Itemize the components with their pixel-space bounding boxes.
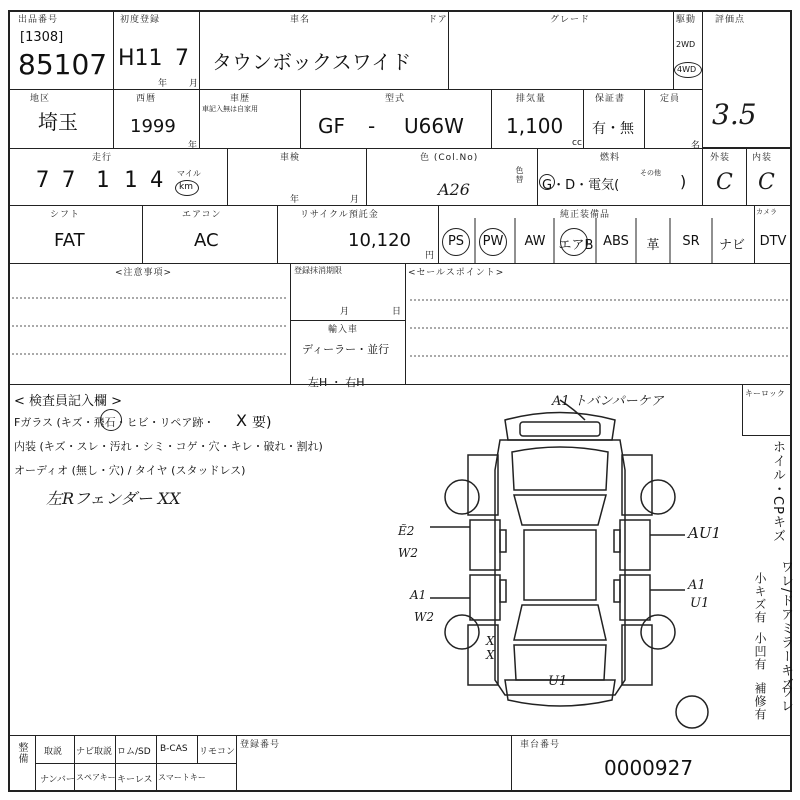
deadline-month: 月 [340, 307, 350, 317]
audio-line: オーディオ (無し・穴) / タイヤ (スタッドレス) [14, 464, 246, 477]
mark-rear: U1 [548, 674, 568, 689]
side-text-wheel: ホイル・CPキズ [770, 440, 785, 543]
interior-label: 内装 [752, 153, 773, 163]
handwritten-note: 左Rフェンダー XX [46, 489, 181, 508]
shift: FAT [54, 230, 85, 251]
keyless-label: キーレス [117, 775, 153, 785]
lot-bracket: [1308] [20, 30, 64, 45]
mark-right-lower-1: A1 [688, 578, 706, 593]
grade-label: グレード [550, 15, 591, 25]
equip-aw: AW [524, 234, 546, 249]
ac: AC [194, 230, 219, 251]
keylock-label: キーロック [745, 389, 785, 398]
drive-label: 駆動 [676, 15, 697, 25]
carname-label: 車名 [290, 15, 311, 25]
recycle: 10,120 [348, 230, 411, 251]
mark-x: X X [486, 634, 495, 662]
fuel-label: 燃料 [600, 153, 621, 163]
import-value: ディーラー・並行 [302, 343, 390, 356]
warranty-label: 保証書 [595, 94, 626, 104]
lot-number: 85107 [18, 48, 108, 81]
region: 埼玉 [38, 110, 78, 134]
ac-label: エアコン [182, 210, 222, 220]
cc-unit: cc [572, 138, 582, 148]
score-value: 3.5 [712, 98, 757, 131]
model-prefix: GF [318, 114, 346, 138]
side-text-mirror: ワレ/ドアミラーキズ [778, 560, 793, 692]
drive-4wd: 4WD [677, 65, 697, 74]
mileage-digit: 7 [62, 168, 76, 193]
plate-label: ナンバー [40, 775, 75, 785]
mark-top: A1 トバンパーケア [552, 394, 664, 409]
fuel-close: ) [680, 172, 687, 191]
exterior-label: 外装 [710, 153, 731, 163]
shift-label: シフト [50, 210, 81, 220]
fuel-other: その他 [640, 169, 661, 177]
equip-leather: 革 [646, 238, 660, 253]
model-label: 型式 [385, 94, 406, 104]
drive-2wd: 2WD [676, 40, 696, 49]
glass-line: Fガラス (キズ・飛石・ヒビ・リペア跡・ [14, 416, 215, 429]
remote-label: リモコン [199, 747, 236, 757]
inspector-title: < 検査員記入欄 > [14, 394, 123, 409]
recycle-unit: 円 [425, 251, 435, 261]
spare-label: スペアキー [76, 773, 116, 782]
shaken-year: 年 [290, 195, 300, 205]
equip-sr: SR [682, 234, 700, 249]
mileage-unit-km: km [179, 182, 193, 192]
reg-era: H11 [118, 46, 163, 71]
navi-disc-label: ナビ取説 [76, 747, 113, 757]
glass-req: 要) [252, 415, 272, 431]
side-small-repair: 補修有 [753, 682, 767, 721]
import-label: 輸入車 [328, 325, 359, 335]
chassis-label: 車台番号 [520, 740, 561, 750]
capacity-label: 定員 [660, 94, 681, 104]
reg-label: 初度登録 [120, 15, 161, 25]
smartkey-label: スマートキー [158, 773, 206, 782]
sales-label: <セールスポイント> [408, 268, 505, 278]
cc-value: 1,100 [506, 114, 564, 138]
side-small-scratch: 小キズ有 [753, 572, 767, 624]
region-label: 地区 [30, 94, 51, 104]
cc-label: 排気量 [516, 94, 547, 104]
regnum-label: 登録番号 [240, 740, 281, 750]
hand-value: 左H ・ 右H [308, 376, 365, 389]
mileage-digit: 1 [96, 168, 110, 193]
warranty: 有・無 [592, 121, 634, 137]
glass-x: X [236, 411, 247, 430]
lot-label: 出品番号 [18, 15, 59, 25]
camera-label: カメラ [756, 208, 777, 216]
bcas-label: B-CAS [160, 744, 188, 754]
exterior-grade: C [716, 170, 733, 195]
deadline-label: 登録抹消期限 [294, 266, 342, 275]
equip-abs: ABS [603, 234, 629, 249]
rom-label: ロム/SD [117, 747, 151, 757]
model-dash: - [368, 114, 376, 138]
color-change: 色替 [515, 166, 524, 184]
interior-grade: C [758, 170, 775, 195]
mileage-digit: 4 [150, 168, 164, 193]
maintenance-label: 整備 [16, 742, 27, 764]
mark-left-upper: Ẽ2 W2 [398, 524, 418, 560]
model-code: U66W [404, 114, 464, 138]
equip-navi: ナビ [718, 238, 745, 253]
equip-ps: PS [447, 234, 465, 249]
equip-dtv: DTV [759, 234, 787, 249]
car-name: タウンボックスワイド [212, 50, 412, 74]
color-label: 色 (Col.No) [420, 153, 479, 163]
chassis-number: 0000927 [604, 756, 694, 780]
mileage-label: 走行 [92, 153, 113, 163]
recycle-label: リサイクル預託金 [300, 210, 379, 220]
shaken-month: 月 [350, 195, 360, 205]
capacity-unit: 名 [691, 141, 701, 151]
caution-label: <注意事項> [115, 268, 173, 278]
fuel-options: G・D・電気( [542, 178, 620, 193]
mark-left-lower-1: A1 [410, 588, 427, 602]
side-text-crack: ワレ [778, 685, 793, 713]
year-unit: 年 [188, 141, 198, 151]
mark-left-lower-2: W2 [414, 610, 434, 624]
deadline-day: 日 [392, 307, 402, 317]
door-label: ドア [428, 15, 448, 25]
reg-month-unit: 月 [189, 79, 199, 89]
year-label: 西暦 [136, 94, 157, 104]
side-small-dent: 小凹有 [753, 632, 767, 671]
equip-pw: PW [482, 234, 504, 249]
mileage-digit: 7 [36, 168, 50, 193]
mark-right-lower-2: U1 [690, 596, 710, 611]
color-code: A26 [438, 180, 470, 199]
reg-month: 7 [175, 46, 189, 71]
mileage-digit: 1 [124, 168, 138, 193]
inspect-label: 車歴 [230, 94, 251, 104]
shaken-label: 車検 [280, 153, 301, 163]
year: 1999 [130, 116, 176, 137]
reg-year-unit: 年 [158, 79, 168, 89]
equipment-label: 純正装備品 [560, 210, 611, 220]
mileage-unit-mile: マイル [177, 169, 201, 178]
equip-airbag: エアB [558, 238, 594, 253]
inspect-note: 車記入無は自家用 [202, 105, 258, 113]
score-label: 評価点 [715, 15, 746, 25]
interior-line: 内装 (キズ・スレ・汚れ・シミ・コゲ・穴・キレ・破れ・割れ) [14, 440, 323, 453]
manual-label: 取説 [44, 747, 63, 757]
mark-right-upper: AU1 [688, 524, 722, 542]
